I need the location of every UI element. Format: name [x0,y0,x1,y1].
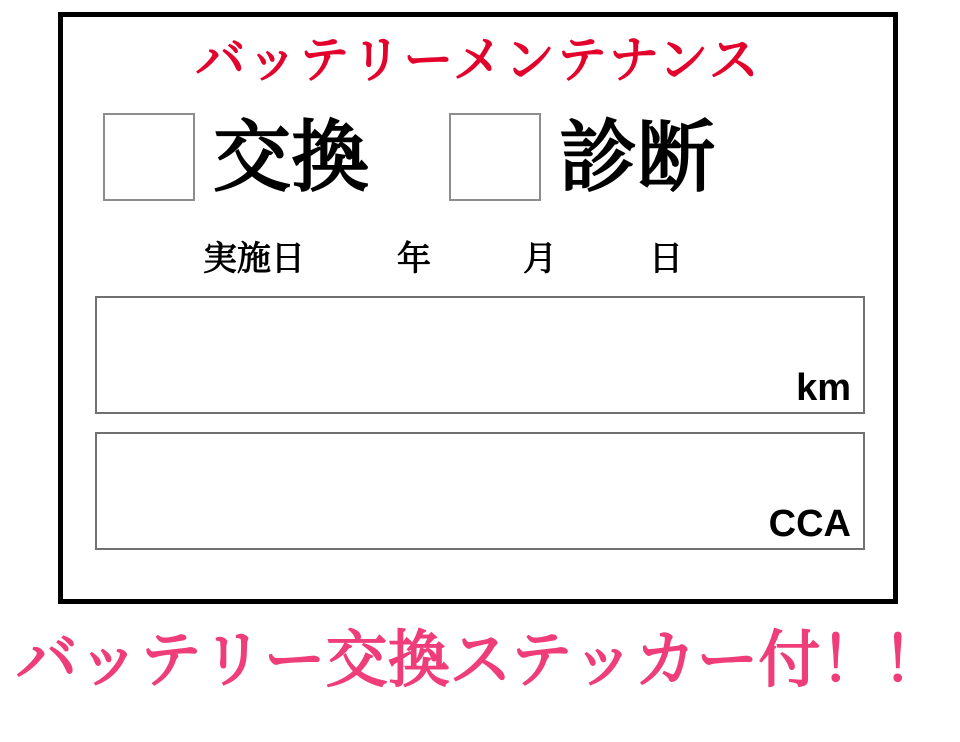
odometer-unit-label: km [796,367,851,410]
option-group-diagnosis[interactable] [449,113,715,201]
date-day-unit: 日 [649,240,683,278]
battery-maintenance-sticker [58,12,898,604]
cca-field[interactable] [95,432,865,550]
option-group-replacement[interactable] [103,113,369,201]
promo-caption: バッテリー交換ステッカー付！！ [15,626,945,695]
checkbox-diagnosis-label: 診断 [559,113,716,201]
odometer-field[interactable] [95,296,865,414]
cca-unit-label: CCA [768,503,851,546]
checkbox-diagnosis[interactable] [449,113,541,201]
checkbox-replacement-label: 交換 [213,113,370,201]
option-checkbox-row [63,113,893,201]
date-year-unit: 年 [397,240,431,278]
checkbox-replacement[interactable] [103,113,195,201]
sticker-title: バッテリーメンテナンス [195,32,761,88]
implementation-date-label: 実施日 [203,240,305,278]
implementation-date-row [63,231,893,280]
date-month-unit: 月 [523,240,557,278]
